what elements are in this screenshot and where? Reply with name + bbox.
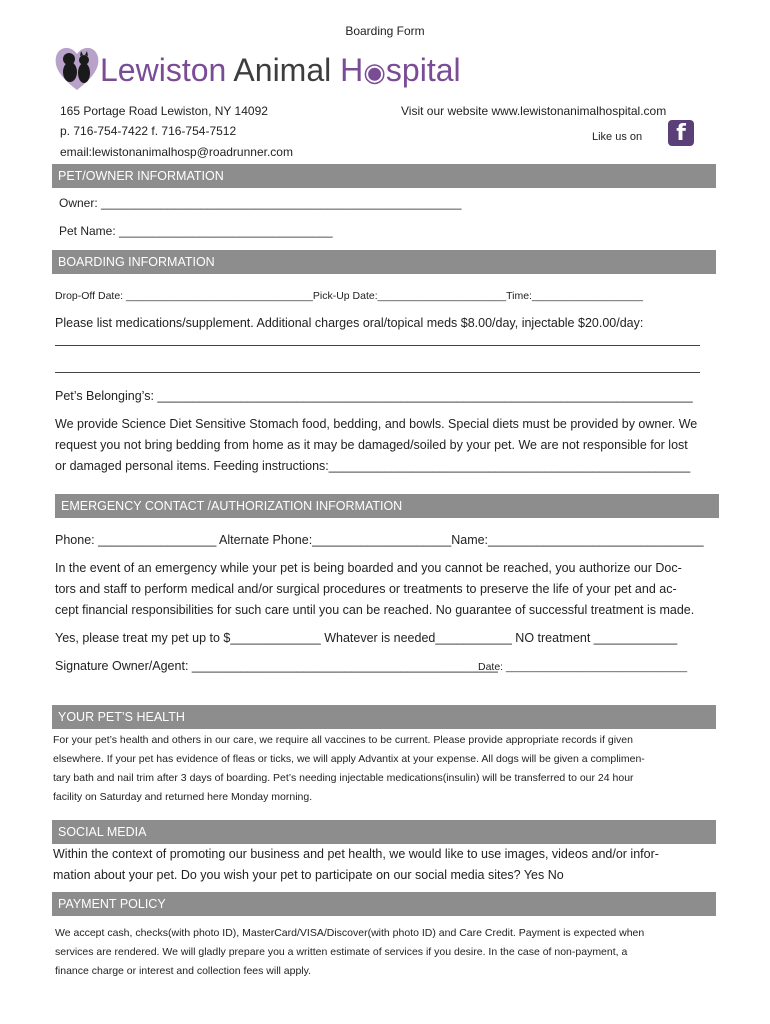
signature-date-field[interactable]: Date: _______________________________	[478, 661, 688, 673]
phone-fax-text: p. 716-754-7422 f. 716-754-7512	[60, 124, 237, 138]
section-pet-owner: PET/OWNER INFORMATION	[52, 164, 716, 188]
email-text: email:lewistonanimalhosp@roadrunner.com	[60, 145, 293, 159]
owner-field[interactable]: Owner: ______________________________________________________	[59, 196, 462, 210]
treatment-limit-field[interactable]: Yes, please treat my pet up to $_____________ Whatever is needed___________ NO treatment ____________	[55, 631, 678, 645]
emergency-phones-field[interactable]: Phone: _________________ Alternate Phone:____________________Name:_______________________________	[55, 533, 704, 547]
dates-field[interactable]: Drop-Off Date: ________________________________Pick-Up Date:______________________Time:___________________	[55, 290, 643, 302]
medications-prompt: Please list medications/supplement. Additional charges oral/topical meds $8.00/day, injectable $20.00/day:	[55, 316, 644, 330]
section-health: YOUR PET’S HEALTH	[52, 705, 716, 729]
pet-heart-logo-icon	[52, 42, 102, 94]
hospital-logo-text: Lewiston Animal H◉spital	[100, 52, 461, 88]
address-text: 165 Portage Road Lewiston, NY 14092	[60, 104, 268, 118]
section-boarding: BOARDING INFORMATION	[52, 250, 716, 274]
document-title: Boarding Form	[345, 24, 425, 38]
food-paragraph: We provide Science Diet Sensitive Stomach food, bedding, and bowls. Special diets must be provided by owner. We request you not bring bedding from home as it may be damaged/soiled by your pet. We are not responsible for lost or damaged personal items. Feeding instructions:____________________________________________________	[55, 417, 698, 473]
belongings-field[interactable]: Pet’s Belonging’s: _____________________________________________________________________________	[55, 389, 693, 403]
paw-print-icon: ◉	[363, 57, 386, 87]
medications-line-2[interactable]	[55, 372, 700, 373]
emergency-paragraph: In the event of an emergency while your pet is being boarded and you cannot be reached, you authorize our Doc- tors and staff to perform medical and/or surgical procedures or treatments to preserve the life of your pet and ac- cept financial responsibilities for such care until you can be reached. No guarantee of successful treatment is made.	[55, 561, 695, 617]
social-media-paragraph: Within the context of promoting our business and pet health, we would like to use images, videos and/or infor- mation about your pet. Do you wish your pet to participate on our social media sites? Yes No	[53, 847, 659, 882]
section-social-media: SOCIAL MEDIA	[52, 820, 716, 844]
like-us-text: Like us on	[592, 131, 643, 143]
facebook-icon[interactable]: f	[668, 120, 694, 146]
payment-paragraph: We accept cash, checks(with photo ID), MasterCard/VISA/Discover(with photo ID) and Care Credit. Payment is expected when services are rendered. We will gladly prepare you a written estimate of services if you desire. In the case of non-payment, a finance charge or interest and collection fees will apply.	[55, 927, 645, 977]
signature-field[interactable]: Signature Owner/Agent: ____________________________________________	[55, 659, 498, 673]
website-text[interactable]: Visit our website www.lewistonanimalhospital.com	[401, 104, 667, 118]
medications-line-1[interactable]	[55, 345, 700, 346]
pet-name-field[interactable]: Pet Name: ________________________________	[59, 224, 333, 238]
health-paragraph: For your pet’s health and others in our care, we require all vaccines to be current. Please provide appropriate records if given elsewhere. If your pet has evidence of fleas or ticks, we will apply Advantix at your expense. All dogs will be given a complimen- tary bath and nail trim after 3 days of boarding. Pet’s needing injectable medications(insulin) will be transferred to our 24 hour facility on Saturday and returned here Monday morning.	[53, 734, 645, 803]
section-payment: PAYMENT POLICY	[52, 892, 716, 916]
section-emergency: EMERGENCY CONTACT /AUTHORIZATION INFORMATION	[55, 494, 719, 518]
